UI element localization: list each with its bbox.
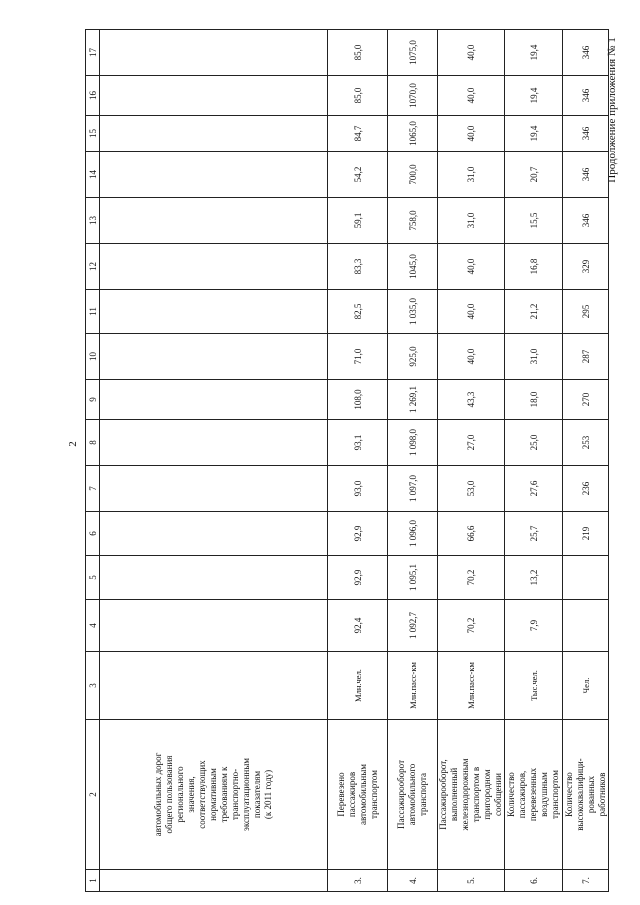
unit-cell: Млн.пасс-км (438, 652, 505, 720)
indicator-name-line: показателям (252, 770, 262, 819)
value-cell: 54,2 (328, 152, 388, 198)
data-table (85, 29, 609, 892)
indicator-name-line: Пассажирооборот, (438, 759, 448, 830)
column-header: 10 (86, 334, 100, 380)
indicator-name (100, 720, 328, 870)
value-cell: 70,2 (438, 556, 505, 600)
value-cell: 253 (563, 420, 609, 466)
value-cell: 1 097,0 (388, 466, 438, 512)
indicator-name-line: автомобильных дорог (153, 752, 163, 837)
column-header: 15 (86, 116, 100, 152)
table-row (100, 30, 328, 892)
value-cell: 43,3 (438, 380, 505, 420)
indicator-name-line: железнодорожным (460, 758, 470, 831)
indicator-name-line: высококвалифици- (574, 758, 585, 831)
column-header: 17 (86, 30, 100, 76)
unit-cell: Тыс.чел. (505, 652, 563, 720)
value-cell: 83,3 (328, 244, 388, 290)
value-cell: 27,6 (505, 466, 563, 512)
value-cell: 1 098,0 (388, 420, 438, 466)
rotated-table-container (85, 30, 607, 892)
value-cell: 92,9 (328, 556, 388, 600)
value-cell: 18,0 (505, 380, 563, 420)
value-cell: 1 095,1 (388, 556, 438, 600)
value-cell (100, 244, 328, 290)
value-cell: 66,6 (438, 512, 505, 556)
value-cell: 25,0 (505, 420, 563, 466)
indicator-name-line: работников (596, 772, 607, 817)
table-row (328, 30, 388, 892)
indicator-name-line: Количество (506, 772, 516, 817)
value-cell: 295 (563, 290, 609, 334)
value-cell: 19,4 (505, 116, 563, 152)
value-cell: 16,8 (505, 244, 563, 290)
table-row (505, 30, 563, 892)
value-cell: 40,0 (438, 290, 505, 334)
value-cell: 925,0 (388, 334, 438, 380)
value-cell: 346 (563, 76, 609, 116)
value-cell (100, 198, 328, 244)
value-cell: 70,2 (438, 600, 505, 652)
indicator-name-line: транспортно- (230, 768, 240, 821)
value-cell: 1075,0 (388, 30, 438, 76)
value-cell: 1 269,1 (388, 380, 438, 420)
indicator-name-line: сообщении (493, 773, 503, 816)
value-cell: 1 035,0 (388, 290, 438, 334)
column-header: 14 (86, 152, 100, 198)
value-cell: 1 092,7 (388, 600, 438, 652)
indicator-name-line: транспортом в (471, 766, 481, 823)
value-cell: 85,0 (328, 30, 388, 76)
row-number: 7. (563, 870, 609, 892)
table-row (388, 30, 438, 892)
value-cell: 1065,0 (388, 116, 438, 152)
indicator-name-line: требованиям к (219, 766, 229, 823)
column-header: 6 (86, 512, 100, 556)
indicator-name-line: пассажиров, (517, 770, 527, 819)
indicator-name-line: транспортом (368, 770, 379, 819)
indicator-name (505, 720, 563, 870)
value-cell: 27,0 (438, 420, 505, 466)
indicator-name-line: Количество (563, 772, 574, 817)
indicator-name-line: перевезенных (528, 767, 538, 822)
unit-cell: Чел. (563, 652, 609, 720)
column-header: 8 (86, 420, 100, 466)
value-cell (100, 466, 328, 512)
indicator-name-line: автомобильным (357, 764, 368, 825)
value-cell: 25,7 (505, 512, 563, 556)
value-cell (100, 116, 328, 152)
column-header: 11 (86, 290, 100, 334)
value-cell: 1070,0 (388, 76, 438, 116)
value-cell (100, 290, 328, 334)
indicator-name-line: регионального (175, 766, 185, 823)
indicator-name (563, 720, 609, 870)
value-cell: 84,7 (328, 116, 388, 152)
value-cell: 346 (563, 152, 609, 198)
value-cell: 13,2 (505, 556, 563, 600)
indicator-name-line: Пассажирооборот (396, 759, 406, 830)
row-number: 5. (438, 870, 505, 892)
value-cell: 59,1 (328, 198, 388, 244)
value-cell: 21,2 (505, 290, 563, 334)
row-number (100, 870, 328, 892)
header-row (86, 30, 100, 892)
value-cell: 236 (563, 466, 609, 512)
value-cell: 346 (563, 198, 609, 244)
value-cell: 700,0 (388, 152, 438, 198)
indicator-name-line: пригородном (482, 769, 492, 820)
value-cell: 329 (563, 244, 609, 290)
column-header: 3 (86, 652, 100, 720)
value-cell (100, 420, 328, 466)
row-number: 6. (505, 870, 563, 892)
value-cell: 1045,0 (388, 244, 438, 290)
value-cell: 93,0 (328, 466, 388, 512)
value-cell (100, 152, 328, 198)
value-cell: 40,0 (438, 334, 505, 380)
value-cell: 287 (563, 334, 609, 380)
value-cell (100, 556, 328, 600)
column-header: 16 (86, 76, 100, 116)
value-cell: 346 (563, 30, 609, 76)
value-cell: 71,0 (328, 334, 388, 380)
table-row (438, 30, 505, 892)
table-row (563, 30, 609, 892)
value-cell: 40,0 (438, 76, 505, 116)
row-number: 4. (388, 870, 438, 892)
value-cell (100, 600, 328, 652)
value-cell: 19,4 (505, 76, 563, 116)
value-cell: 15,5 (505, 198, 563, 244)
indicator-name-line: Перевезено (335, 772, 346, 817)
value-cell: 219 (563, 512, 609, 556)
column-header: 12 (86, 244, 100, 290)
page-number: 2 (66, 441, 79, 447)
column-header: 13 (86, 198, 100, 244)
unit-cell: Млн.чел. (328, 652, 388, 720)
indicator-name (328, 720, 388, 870)
value-cell (100, 334, 328, 380)
value-cell (100, 76, 328, 116)
value-cell: 85,0 (328, 76, 388, 116)
value-cell (100, 30, 328, 76)
indicator-name-line: эксплуатационным (241, 758, 251, 832)
indicator-name-line: транспорта (418, 772, 428, 817)
column-header: 1 (86, 870, 100, 892)
value-cell: 53,0 (438, 466, 505, 512)
value-cell: 1 096,0 (388, 512, 438, 556)
value-cell: 92,4 (328, 600, 388, 652)
indicator-name-line: нормативным (208, 768, 218, 821)
column-header: 9 (86, 380, 100, 420)
value-cell: 19,4 (505, 30, 563, 76)
indicator-name-line: транспортом (550, 770, 560, 819)
value-cell: 93,1 (328, 420, 388, 466)
indicator-name-line: значения, (186, 776, 196, 813)
unit-cell: Млн.пасс-км (388, 652, 438, 720)
value-cell: 82,5 (328, 290, 388, 334)
value-cell: 31,0 (438, 152, 505, 198)
indicator-name (438, 720, 505, 870)
column-header: 5 (86, 556, 100, 600)
value-cell: 31,0 (438, 198, 505, 244)
indicator-name-line: общего пользования (164, 755, 174, 834)
value-cell (563, 600, 609, 652)
value-cell: 108,0 (328, 380, 388, 420)
value-cell: 40,0 (438, 244, 505, 290)
indicator-name-line: (к 2011 году) (263, 769, 273, 820)
value-cell: 92,9 (328, 512, 388, 556)
indicator-name-line: автомобильного (407, 763, 417, 826)
unit-cell (100, 652, 328, 720)
column-header: 2 (86, 720, 100, 870)
appendix-note: Продолжение приложения № 1 (606, 37, 618, 183)
indicator-name-line: воздушным (539, 772, 549, 817)
value-cell: 346 (563, 116, 609, 152)
row-number: 3. (328, 870, 388, 892)
value-cell: 40,0 (438, 116, 505, 152)
indicator-name-line: рованных (585, 775, 596, 814)
column-header: 4 (86, 600, 100, 652)
value-cell (100, 380, 328, 420)
value-cell: 20,7 (505, 152, 563, 198)
value-cell: 31,0 (505, 334, 563, 380)
value-cell: 270 (563, 380, 609, 420)
indicator-name-line: соответствующих (197, 760, 207, 829)
indicator-name (388, 720, 438, 870)
value-cell (563, 556, 609, 600)
value-cell (100, 512, 328, 556)
column-header: 7 (86, 466, 100, 512)
indicator-name-line: выполненный (449, 767, 459, 822)
value-cell: 7,9 (505, 600, 563, 652)
value-cell: 758,0 (388, 198, 438, 244)
value-cell: 40,0 (438, 30, 505, 76)
indicator-name-line: пассажиров (346, 771, 357, 818)
